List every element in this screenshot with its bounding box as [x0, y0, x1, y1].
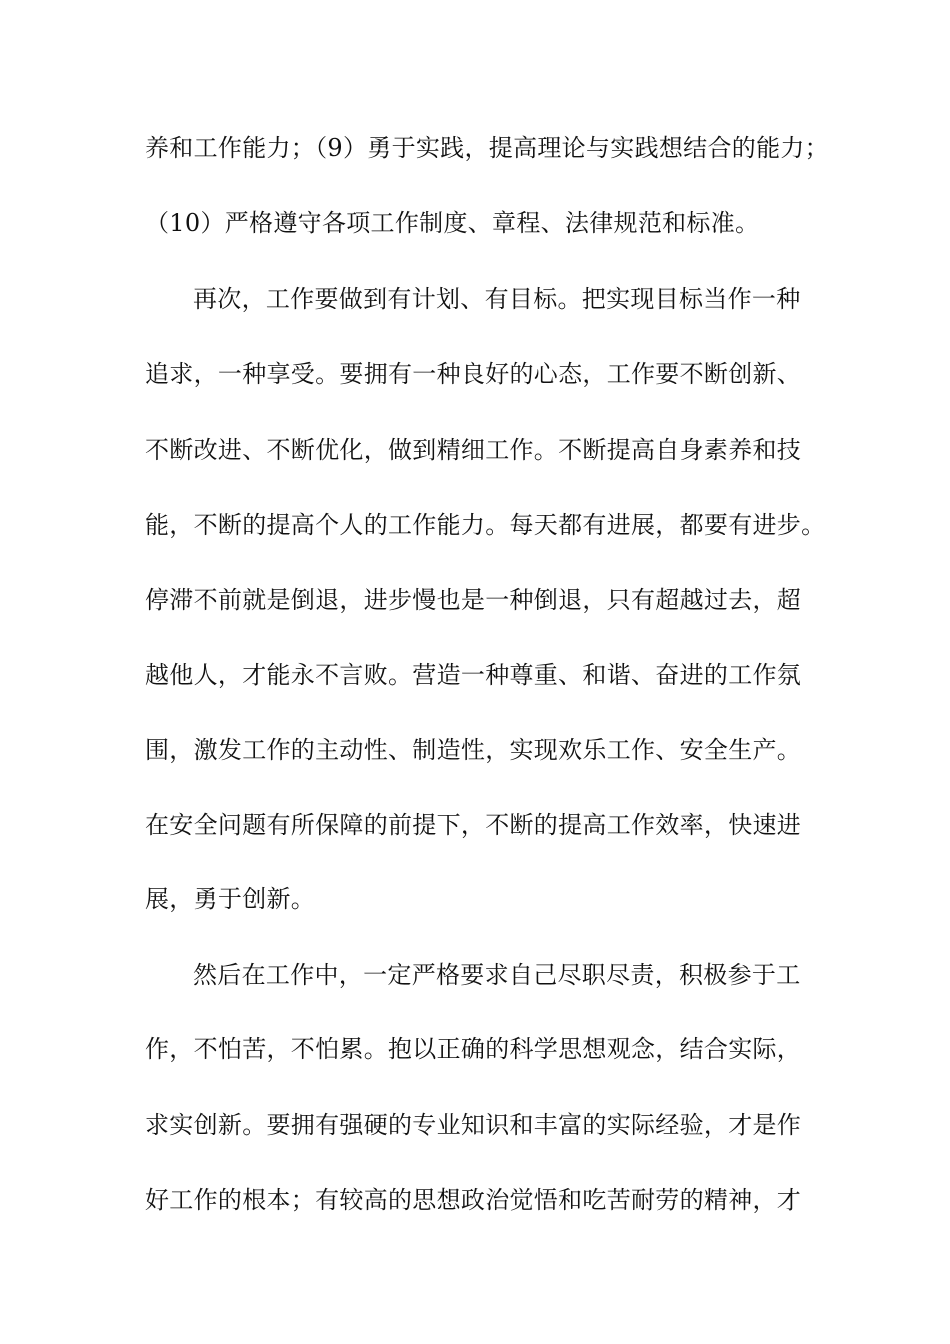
- text-line-1: 养和工作能力；（9）勇于实践，提高理论与实践想结合的能力；: [145, 134, 829, 162]
- text-line-12: 然后在工作中，一定严格要求自己尽职尽责，积极参于工: [193, 961, 801, 989]
- text-line-3: 再次，工作要做到有计划、有目标。把实现目标当作一种: [193, 285, 801, 313]
- text-line-9: 围，激发工作的主动性、制造性，实现欢乐工作、安全生产。: [145, 736, 802, 764]
- text-line-13: 作，不怕苦，不怕累。抱以正确的科学思想观念，结合实际，: [145, 1035, 802, 1063]
- text-line-6: 能，不断的提高个人的工作能力。每天都有进展，都要有进步。: [145, 511, 826, 539]
- text-line-10: 在安全问题有所保障的前提下，不断的提高工作效率，快速进: [145, 811, 802, 839]
- text-line-2: （10）严格遵守各项工作制度、章程、法律规范和标准。: [145, 209, 760, 237]
- text-line-5: 不断改进、不断优化，做到精细工作。不断提高自身素养和技: [145, 436, 802, 464]
- text-line-7: 停滞不前就是倒退，进步慢也是一种倒退，只有超越过去，超: [145, 586, 802, 614]
- text-line-4: 追求，一种享受。要拥有一种良好的心态，工作要不断创新、: [145, 360, 802, 388]
- text-line-8: 越他人，才能永不言败。营造一种尊重、和谐、奋进的工作氛: [145, 661, 802, 689]
- text-line-15: 好工作的根本；有较高的思想政治觉悟和吃苦耐劳的精神，才: [145, 1186, 802, 1214]
- text-line-11: 展，勇于创新。: [145, 885, 316, 913]
- text-line-14: 求实创新。要拥有强硬的专业知识和丰富的实际经验，才是作: [145, 1111, 802, 1139]
